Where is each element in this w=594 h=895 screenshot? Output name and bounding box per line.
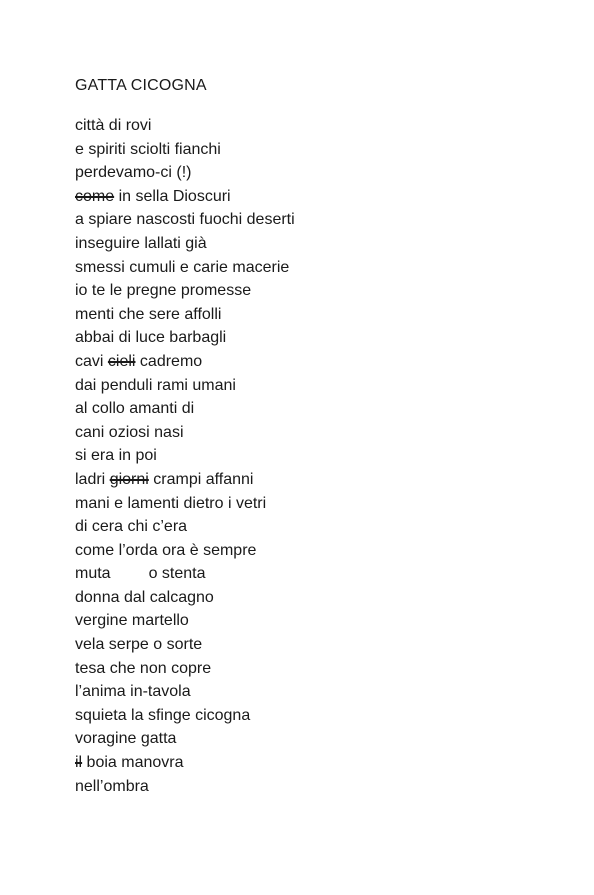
line-text: cadremo	[135, 352, 203, 370]
poem-line	[75, 444, 555, 468]
line-text: smessi cumuli e carie macerie	[75, 258, 290, 276]
poem-body	[75, 114, 555, 798]
poem-line	[75, 256, 555, 280]
line-text: cavi	[75, 352, 108, 370]
line-text: come l’orda ora è sempre	[75, 541, 257, 559]
poem-line	[75, 303, 555, 327]
poem-line	[75, 775, 555, 799]
line-text: città di rovi	[75, 117, 152, 134]
struck-word: il	[75, 754, 83, 772]
line-text: si era in poi	[75, 447, 157, 465]
poem-line	[75, 232, 555, 256]
line-text: crampi affanni	[148, 470, 254, 488]
poem-line	[75, 657, 555, 681]
line-text: menti che sere affolli	[75, 305, 222, 323]
poem-line	[75, 421, 555, 445]
poem-line	[75, 138, 555, 162]
line-text: ladri	[75, 470, 110, 488]
line-text: donna dal calcagno	[75, 588, 214, 606]
poem-line	[75, 562, 555, 586]
line-text: squieta la sfinge cicogna	[75, 706, 251, 724]
poem-line	[75, 185, 555, 209]
line-text: perdevamo-ci (!)	[75, 164, 192, 182]
line-text: al collo amanti di	[75, 400, 195, 418]
line-text: e spiriti sciolti fianchi	[75, 140, 221, 158]
poem-line	[75, 374, 555, 398]
line-text: di cera chi c’era	[75, 518, 188, 536]
poem-line	[75, 326, 555, 350]
poem-title: GATTA CICOGNA	[75, 77, 207, 94]
poem-line	[75, 397, 555, 421]
line-text: inseguire lallati già	[75, 234, 207, 252]
line-text: o stenta	[148, 565, 206, 583]
struck-word: cieli	[107, 352, 136, 370]
poem-line	[75, 161, 555, 185]
line-text: dai penduli rami umani	[75, 376, 236, 394]
line-text: cani oziosi nasi	[75, 423, 184, 441]
struck-word: come	[75, 187, 115, 205]
poem-line	[75, 751, 555, 775]
poem-line	[75, 515, 555, 539]
line-text: boia manovra	[82, 754, 184, 772]
poem-line	[75, 586, 555, 610]
line-text: vela serpe o sorte	[75, 636, 203, 654]
line-text: muta	[75, 565, 111, 583]
struck-word: giorni	[109, 470, 149, 488]
line-text: a spiare nascosti fuochi deserti	[75, 211, 295, 229]
line-text: abbai di luce barbagli	[75, 329, 227, 347]
line-text: io te le pregne promesse	[75, 282, 252, 300]
poem-line	[75, 468, 555, 492]
poem-line	[75, 279, 555, 303]
line-text: voragine gatta	[75, 730, 177, 748]
line-text: tesa che non copre	[75, 659, 212, 677]
poem-line	[75, 680, 555, 704]
poem-line	[75, 539, 555, 563]
poem-line	[75, 633, 555, 657]
poem-line	[75, 727, 555, 751]
poem-line	[75, 492, 555, 516]
line-text: nell’ombra	[75, 777, 149, 795]
line-text: l’anima in-tavola	[75, 683, 191, 701]
line-text: mani e lamenti dietro i vetri	[75, 494, 267, 512]
line-text: in sella Dioscuri	[114, 187, 231, 205]
line-text: vergine martello	[75, 612, 189, 630]
poem-line	[75, 350, 555, 374]
poem-line	[75, 704, 555, 728]
poem-line	[75, 208, 555, 232]
poem-line	[75, 114, 555, 138]
poem-line	[75, 609, 555, 633]
